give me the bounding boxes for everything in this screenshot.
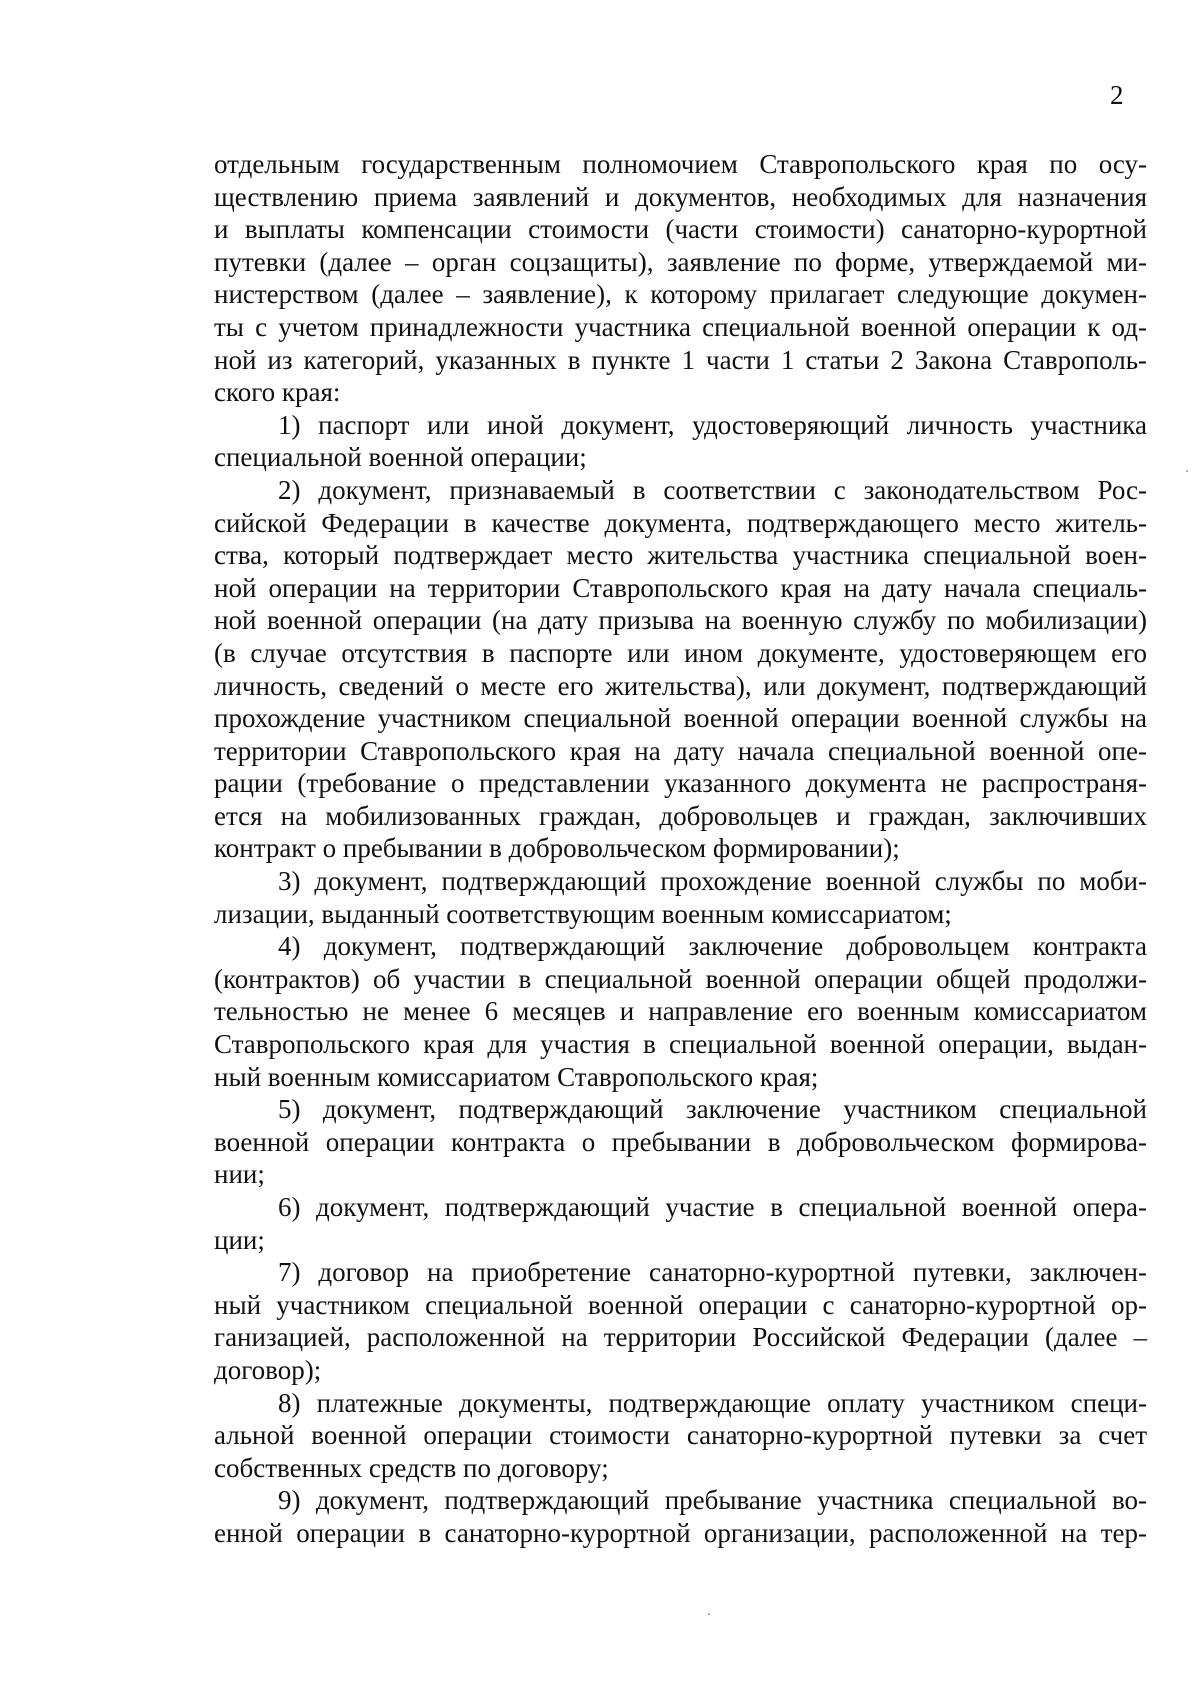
text-line: енной операции в санаторно-курортной организации, расположенной на тер- (214, 1517, 1147, 1548)
list-item-3 (214, 865, 1147, 930)
text-line: ществлению приема заявлений и документов, необходимых для назначения (214, 181, 1147, 212)
text-line: ный военным комиссариатом Ставропольского края; (214, 1061, 819, 1092)
text-line: специальной военной операции; (214, 442, 587, 473)
text-line: отдельным государственным полномочием Ставропольского края по осу- (214, 149, 1147, 179)
text-line: рации (требование о представлении указанного документа не распространя- (214, 768, 1147, 799)
text-line: ции; (214, 1224, 265, 1255)
text-line: Ставропольского края для участия в специальной военной операции, выдан- (214, 1029, 1147, 1060)
text-line: военной операции контракта о пребывании в добровольческом формирова- (214, 1126, 1147, 1157)
text-line: ского края: (214, 377, 341, 408)
text-line: ной из категорий, указанных в пункте 1 части 1 статьи 2 Закона Ставрополь- (214, 344, 1147, 375)
text-line: контракт о пребывании в добровольческом формировании); (214, 833, 900, 864)
list-item-6 (214, 1191, 1147, 1256)
text-line: 7) договор на приобретение санаторно-курортной путевки, заключен- (278, 1257, 1147, 1288)
text-line: территории Ставропольского края на дату начала специальной военной опе- (214, 735, 1147, 766)
text-line: собственных средств по договору; (214, 1452, 609, 1483)
list-item-4 (214, 930, 1147, 1093)
text-line: и выплаты компенсации стоимости (части стоимости) санаторно-курортной (214, 214, 1147, 245)
text-line: путевки (далее – орган соцзащиты), заявление по форме, утверждаемой ми- (214, 246, 1147, 277)
text-line: ется на мобилизованных граждан, добровольцев и граждан, заключивших (214, 800, 1147, 831)
text-line: 4) документ, подтверждающий заключение добровольцем контракта (278, 931, 1147, 962)
text-line: ганизацией, расположенной на территории Российской Федерации (далее – (214, 1322, 1147, 1353)
list-item-9 (214, 1484, 1147, 1549)
text-line: личность, сведений о месте его жительства), или документ, подтверждающий (214, 670, 1147, 701)
scan-speck (708, 1613, 710, 1615)
text-line: лизации, выданный соответствующим военным комиссариатом; (214, 898, 952, 929)
text-line: ной операции на территории Ставропольского края на дату начала специаль- (214, 572, 1147, 603)
list-item-5 (214, 1093, 1147, 1191)
paragraph-intro (214, 148, 1147, 409)
text-line: 5) документ, подтверждающий заключение участником специальной (278, 1094, 1147, 1125)
text-line: ты с учетом принадлежности участника специальной военной операции к од- (214, 311, 1147, 342)
text-line: 2) документ, признаваемый в соответствии с законодательством Рос- (278, 474, 1147, 505)
text-line: ства, который подтверждает место жительства участника специальной воен- (214, 540, 1147, 571)
text-line: 8) платежные документы, подтверждающие оплату участником специ- (278, 1387, 1147, 1418)
text-line: 6) документ, подтверждающий участие в специальной военной опера- (278, 1192, 1147, 1222)
scan-speck (1186, 470, 1188, 472)
document-body (214, 148, 1147, 1550)
text-line: прохождение участником специальной военной операции военной службы на (214, 703, 1147, 734)
text-line: (контрактов) об участии в специальной военной операции общей продолжи- (214, 963, 1147, 994)
text-line: нистерством (далее – заявление), к которому прилагает следующие докумен- (214, 279, 1147, 310)
text-line: 9) документ, подтверждающий пребывание участника специальной во- (278, 1485, 1147, 1516)
list-item-8 (214, 1387, 1147, 1485)
text-line: договор); (214, 1354, 322, 1385)
page-number: 2 (1110, 80, 1124, 110)
text-line: тельностью не менее 6 месяцев и направление его военным комиссариатом (214, 996, 1147, 1027)
text-line: сийской Федерации в качестве документа, подтверждающего место житель- (214, 507, 1147, 538)
text-line: 1) паспорт или иной документ, удостоверяющий личность участника (278, 409, 1147, 440)
text-line: (в случае отсутствия в паспорте или ином документе, удостоверяющем его (214, 637, 1147, 668)
text-line: нии; (214, 1159, 265, 1190)
list-item-1 (214, 409, 1147, 474)
text-line: 3) документ, подтверждающий прохождение военной службы по моби- (278, 866, 1147, 897)
list-item-2 (214, 474, 1147, 865)
text-line: ной военной операции (на дату призыва на военную службу по мобилизации) (214, 605, 1147, 636)
text-line: ный участником специальной военной операции с санаторно-курортной ор- (214, 1289, 1147, 1320)
list-item-7 (214, 1256, 1147, 1386)
text-line: альной военной операции стоимости санаторно-курортной путевки за счет (214, 1420, 1147, 1451)
